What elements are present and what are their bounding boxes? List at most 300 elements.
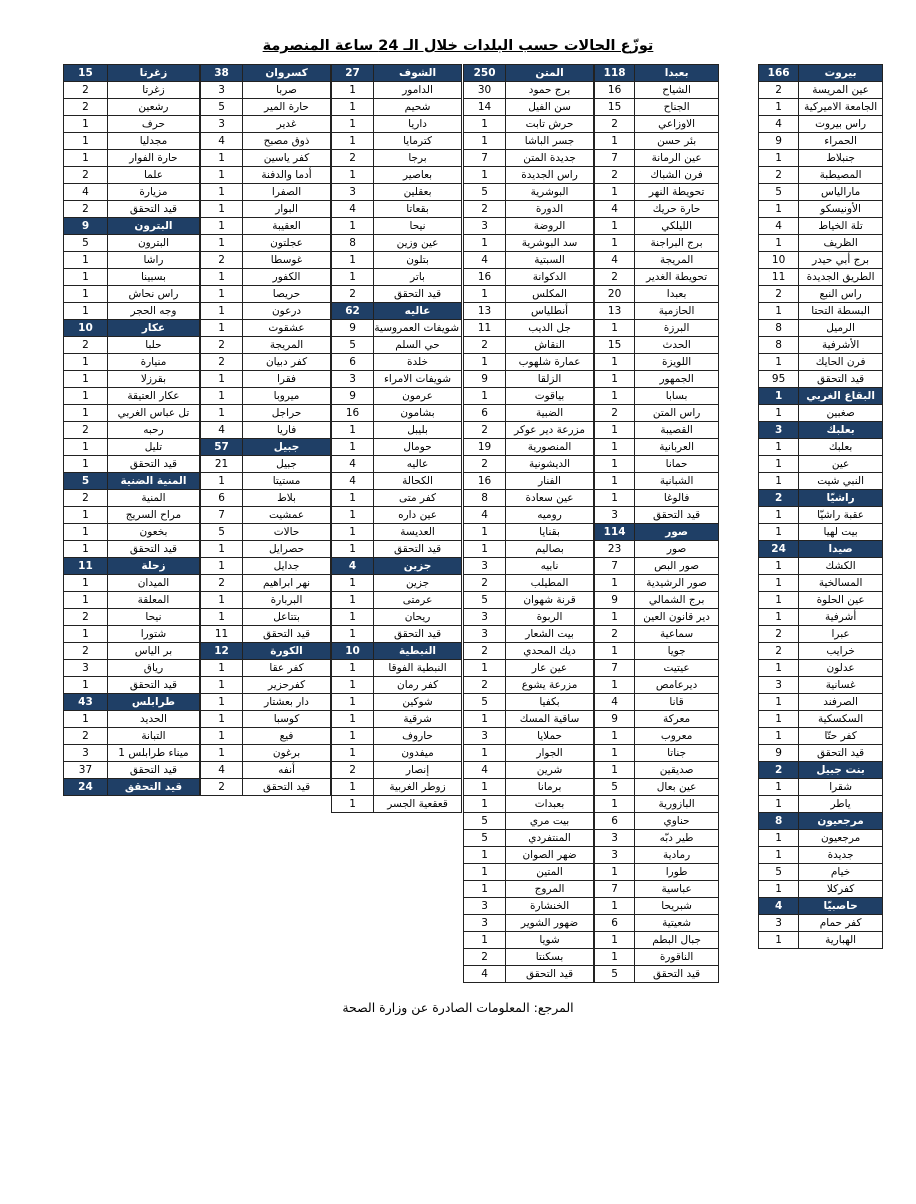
- case-count: 1: [759, 575, 799, 592]
- case-count: 2: [201, 779, 243, 796]
- table-row: [595, 813, 719, 830]
- case-count: 1: [464, 235, 506, 252]
- district-total: 5: [64, 473, 108, 490]
- town-name: الجوار: [506, 745, 594, 762]
- case-count: 1: [201, 541, 243, 558]
- town-name: بسابا: [635, 388, 719, 405]
- case-count: 5: [464, 184, 506, 201]
- town-name: النبي شيت: [799, 473, 883, 490]
- town-name: طورا: [635, 864, 719, 881]
- town-name: نابيه: [506, 558, 594, 575]
- table-row: [201, 541, 331, 558]
- case-count: 3: [201, 82, 243, 99]
- table-row: [201, 524, 331, 541]
- case-count: 1: [332, 167, 374, 184]
- table-row: [64, 150, 200, 167]
- district-header-row: [595, 65, 719, 82]
- case-count: 1: [595, 184, 635, 201]
- table-row: [64, 303, 200, 320]
- case-count: 9: [595, 711, 635, 728]
- town-name: درعون: [243, 303, 331, 320]
- district-name: الكورة: [243, 643, 331, 660]
- table-row: [64, 252, 200, 269]
- case-count: 1: [332, 660, 374, 677]
- town-name: مراح السريج: [107, 507, 199, 524]
- district-name: البقاع الغربي: [799, 388, 883, 405]
- case-count: 1: [201, 150, 243, 167]
- table-row: [464, 558, 594, 575]
- town-name: جويا: [635, 643, 719, 660]
- table-row: [64, 116, 200, 133]
- town-name: عباسية: [635, 881, 719, 898]
- table-row: [759, 847, 883, 864]
- case-count: 5: [595, 779, 635, 796]
- town-name: نهر ابراهيم: [243, 575, 331, 592]
- district-total: 43: [64, 694, 108, 711]
- table-row: [759, 592, 883, 609]
- case-count: 1: [332, 745, 374, 762]
- table-row: [759, 575, 883, 592]
- town-name: المنتفردي: [506, 830, 594, 847]
- town-name: خرايب: [799, 643, 883, 660]
- table-row: [201, 711, 331, 728]
- town-name: جسر الباشا: [506, 133, 594, 150]
- table-row: [64, 388, 200, 405]
- table-row: [595, 677, 719, 694]
- case-count: 1: [759, 694, 799, 711]
- case-count: 1: [464, 660, 506, 677]
- table-row: [201, 626, 331, 643]
- table-row: [332, 626, 462, 643]
- case-count: 1: [595, 473, 635, 490]
- town-name: دار بعشتار: [243, 694, 331, 711]
- town-name: برجا: [374, 150, 462, 167]
- district-total: 4: [332, 558, 374, 575]
- case-count: 1: [201, 592, 243, 609]
- district-name: البترون: [107, 218, 199, 235]
- case-count: 1: [464, 864, 506, 881]
- town-name: باتر: [374, 269, 462, 286]
- case-count: 1: [464, 133, 506, 150]
- town-name: جديدة: [799, 847, 883, 864]
- table-row: [201, 677, 331, 694]
- town-name: بكفيا: [506, 694, 594, 711]
- table-row: [464, 677, 594, 694]
- table-row: [64, 575, 200, 592]
- case-count: 1: [201, 218, 243, 235]
- case-count: 1: [64, 150, 108, 167]
- town-name: الجمهور: [635, 371, 719, 388]
- case-count: 1: [595, 439, 635, 456]
- case-count: 1: [332, 116, 374, 133]
- town-name: بعبدا: [635, 286, 719, 303]
- region-column: [463, 64, 594, 983]
- case-count: 2: [464, 643, 506, 660]
- case-count: 4: [464, 966, 506, 983]
- town-name: البسطة التحتا: [799, 303, 883, 320]
- table-row: [332, 201, 462, 218]
- district-total: 118: [595, 65, 635, 82]
- table-row: [464, 286, 594, 303]
- case-count: 5: [464, 830, 506, 847]
- district-header-row: [332, 643, 462, 660]
- case-count: 8: [759, 320, 799, 337]
- town-name: اللويزة: [635, 354, 719, 371]
- town-name: فقرا: [243, 371, 331, 388]
- case-count: 1: [64, 405, 108, 422]
- table-row: [201, 388, 331, 405]
- table-row: [64, 524, 200, 541]
- table-row: [64, 201, 200, 218]
- town-name: الديشونية: [506, 456, 594, 473]
- case-count: 1: [201, 286, 243, 303]
- town-name: غوسطا: [243, 252, 331, 269]
- case-count: 1: [332, 82, 374, 99]
- table-row: [332, 116, 462, 133]
- case-count: 9: [332, 388, 374, 405]
- table-row: [759, 558, 883, 575]
- town-name: حصرايل: [243, 541, 331, 558]
- case-count: 1: [332, 133, 374, 150]
- town-name: النقاش: [506, 337, 594, 354]
- case-count: 1: [201, 184, 243, 201]
- case-count: 1: [464, 116, 506, 133]
- town-name: حناوي: [635, 813, 719, 830]
- case-count: 5: [595, 966, 635, 983]
- case-count: 1: [595, 422, 635, 439]
- district-name: حاصبيّا: [799, 898, 883, 915]
- table-row: [759, 133, 883, 150]
- table-row: [464, 269, 594, 286]
- town-name: التبانة: [107, 728, 199, 745]
- case-count: 1: [595, 388, 635, 405]
- case-count: 1: [595, 762, 635, 779]
- table-row: [201, 320, 331, 337]
- case-count: 1: [759, 473, 799, 490]
- town-name: معروب: [635, 728, 719, 745]
- town-name: الفنار: [506, 473, 594, 490]
- town-name: حارة حريك: [635, 201, 719, 218]
- district-name: مرجعيون: [799, 813, 883, 830]
- table-row: [64, 269, 200, 286]
- case-count: 1: [595, 456, 635, 473]
- table-row: [595, 966, 719, 983]
- town-name: صور الرشيدية: [635, 575, 719, 592]
- region-column: [331, 64, 462, 813]
- table-row: [201, 762, 331, 779]
- table-row: [595, 82, 719, 99]
- case-count: 7: [464, 150, 506, 167]
- district-name: بعبدا: [635, 65, 719, 82]
- table-row: [464, 201, 594, 218]
- case-count: 8: [332, 235, 374, 252]
- table-row: [201, 473, 331, 490]
- town-name: رحبه: [107, 422, 199, 439]
- table-row: [595, 371, 719, 388]
- table-row: [464, 966, 594, 983]
- district-total: 24: [759, 541, 799, 558]
- town-name: تحويطة الغدير: [635, 269, 719, 286]
- case-count: 5: [759, 864, 799, 881]
- table-row: [595, 643, 719, 660]
- case-count: 3: [64, 660, 108, 677]
- town-name: ساقية المسك: [506, 711, 594, 728]
- town-name: فالوغا: [635, 490, 719, 507]
- table-row: [64, 609, 200, 626]
- town-name: البوار: [243, 201, 331, 218]
- case-count: 1: [595, 745, 635, 762]
- district-total: 114: [595, 524, 635, 541]
- case-count: 16: [464, 473, 506, 490]
- table-row: [595, 116, 719, 133]
- table-row: [759, 167, 883, 184]
- case-count: 3: [759, 915, 799, 932]
- case-count: 5: [759, 184, 799, 201]
- town-name: كفركلا: [799, 881, 883, 898]
- case-count: 1: [64, 711, 108, 728]
- town-name: عين عار: [506, 660, 594, 677]
- table-row: [759, 694, 883, 711]
- town-name: معركة: [635, 711, 719, 728]
- town-name: الضبية: [506, 405, 594, 422]
- case-count: 2: [759, 643, 799, 660]
- case-count: 1: [201, 745, 243, 762]
- town-name: قيد التحقق: [374, 286, 462, 303]
- town-name: بقرزلا: [107, 371, 199, 388]
- case-count: 1: [595, 354, 635, 371]
- table-row: [595, 184, 719, 201]
- table-row: [64, 99, 200, 116]
- town-name: دير قانون العين: [635, 609, 719, 626]
- case-count: 3: [201, 116, 243, 133]
- town-name: عين سعادة: [506, 490, 594, 507]
- district-header-row: [64, 473, 200, 490]
- table-row: [64, 643, 200, 660]
- case-count: 16: [332, 405, 374, 422]
- case-count: 2: [759, 286, 799, 303]
- case-count: 1: [759, 456, 799, 473]
- case-count: 2: [759, 82, 799, 99]
- case-count: 1: [759, 558, 799, 575]
- table-row: [595, 337, 719, 354]
- table-row: [595, 303, 719, 320]
- case-count: 1: [64, 575, 108, 592]
- table-row: [464, 626, 594, 643]
- case-count: 5: [201, 99, 243, 116]
- town-name: برج الشمالي: [635, 592, 719, 609]
- table-row: [464, 898, 594, 915]
- case-count: 1: [759, 881, 799, 898]
- case-count: 1: [759, 524, 799, 541]
- case-count: 1: [201, 677, 243, 694]
- case-count: 1: [759, 303, 799, 320]
- table-row: [595, 660, 719, 677]
- case-count: 1: [64, 541, 108, 558]
- town-name: قيد التحقق: [243, 626, 331, 643]
- case-count: 2: [595, 116, 635, 133]
- town-name: النبطية الفوقا: [374, 660, 462, 677]
- table-row: [201, 337, 331, 354]
- town-name: ميفدون: [374, 745, 462, 762]
- town-name: طير دبّه: [635, 830, 719, 847]
- town-name: المريجة: [243, 337, 331, 354]
- cases-table: [463, 64, 594, 983]
- case-count: 1: [595, 371, 635, 388]
- town-name: المنية: [107, 490, 199, 507]
- case-count: 1: [759, 235, 799, 252]
- district-total: 3: [759, 422, 799, 439]
- district-name: صور: [635, 524, 719, 541]
- town-name: خلدة: [374, 354, 462, 371]
- table-row: [64, 660, 200, 677]
- table-row: [201, 184, 331, 201]
- case-count: 3: [464, 915, 506, 932]
- case-count: 2: [595, 167, 635, 184]
- table-row: [201, 558, 331, 575]
- district-header-row: [759, 541, 883, 558]
- town-name: وجه الحجر: [107, 303, 199, 320]
- case-count: 2: [464, 575, 506, 592]
- town-name: جناتا: [635, 745, 719, 762]
- town-name: الكحالة: [374, 473, 462, 490]
- table-row: [759, 405, 883, 422]
- case-count: 1: [332, 592, 374, 609]
- town-name: مزيارة: [107, 184, 199, 201]
- town-name: غدير: [243, 116, 331, 133]
- case-count: 1: [332, 609, 374, 626]
- town-name: برج أبي حيدر: [799, 252, 883, 269]
- case-count: 1: [759, 150, 799, 167]
- table-row: [464, 337, 594, 354]
- case-count: 1: [332, 694, 374, 711]
- region-column: [594, 64, 719, 983]
- town-name: عين بعال: [635, 779, 719, 796]
- table-row: [201, 150, 331, 167]
- case-count: 1: [201, 660, 243, 677]
- table-row: [332, 422, 462, 439]
- case-count: 1: [332, 677, 374, 694]
- table-row: [759, 507, 883, 524]
- town-name: قانا: [635, 694, 719, 711]
- town-name: بليبل: [374, 422, 462, 439]
- table-row: [595, 694, 719, 711]
- table-row: [595, 218, 719, 235]
- case-count: 6: [332, 354, 374, 371]
- table-row: [595, 932, 719, 949]
- table-row: [464, 507, 594, 524]
- town-name: بلاط: [243, 490, 331, 507]
- town-name: عرمتى: [374, 592, 462, 609]
- case-count: 7: [595, 881, 635, 898]
- town-name: البوشرية: [506, 184, 594, 201]
- table-row: [464, 813, 594, 830]
- table-row: [64, 592, 200, 609]
- town-name: قيد التحقق: [107, 677, 199, 694]
- district-total: 250: [464, 65, 506, 82]
- table-row: [201, 354, 331, 371]
- town-name: الشياح: [635, 82, 719, 99]
- table-row: [464, 422, 594, 439]
- case-count: 5: [64, 235, 108, 252]
- town-name: العقيبة: [243, 218, 331, 235]
- town-name: حمانا: [635, 456, 719, 473]
- district-total: 8: [759, 813, 799, 830]
- district-name: جزين: [374, 558, 462, 575]
- case-count: 1: [759, 99, 799, 116]
- town-name: قرنة شهوان: [506, 592, 594, 609]
- district-header-row: [64, 218, 200, 235]
- table-row: [595, 150, 719, 167]
- district-total: 57: [201, 439, 243, 456]
- district-header-row: [464, 65, 594, 82]
- town-name: ديك المحدي: [506, 643, 594, 660]
- case-count: 3: [464, 626, 506, 643]
- case-count: 1: [595, 490, 635, 507]
- table-row: [464, 235, 594, 252]
- case-count: 11: [201, 626, 243, 643]
- table-row: [595, 507, 719, 524]
- cases-table: [331, 64, 462, 813]
- table-row: [64, 286, 200, 303]
- table-row: [201, 99, 331, 116]
- case-count: 1: [332, 218, 374, 235]
- case-count: 1: [201, 235, 243, 252]
- case-count: 1: [64, 252, 108, 269]
- table-row: [64, 711, 200, 728]
- town-name: شوكين: [374, 694, 462, 711]
- case-count: 1: [64, 133, 108, 150]
- case-count: 1: [201, 320, 243, 337]
- table-row: [595, 269, 719, 286]
- case-count: 7: [595, 660, 635, 677]
- town-name: الاوزاعي: [635, 116, 719, 133]
- table-row: [201, 490, 331, 507]
- town-name: كفر دبيان: [243, 354, 331, 371]
- case-count: 6: [595, 813, 635, 830]
- town-name: رياق: [107, 660, 199, 677]
- town-name: جزين: [374, 575, 462, 592]
- case-count: 1: [595, 728, 635, 745]
- town-name: المسالخية: [799, 575, 883, 592]
- town-name: عدلون: [799, 660, 883, 677]
- town-name: الكشك: [799, 558, 883, 575]
- case-count: 2: [759, 167, 799, 184]
- page-title: توزّع الحالات حسب البلدات خلال الـ 24 ساعة المنصرمة: [262, 38, 654, 54]
- case-count: 1: [332, 252, 374, 269]
- town-name: عين الحلوة: [799, 592, 883, 609]
- town-name: مرجعيون: [799, 830, 883, 847]
- table-row: [595, 473, 719, 490]
- case-count: 1: [64, 524, 108, 541]
- table-row: [595, 541, 719, 558]
- cases-table: [200, 64, 331, 796]
- town-name: حرش تابت: [506, 116, 594, 133]
- town-name: عين وزين: [374, 235, 462, 252]
- district-name: كسروان: [243, 65, 331, 82]
- table-row: [595, 762, 719, 779]
- case-count: 5: [464, 592, 506, 609]
- case-count: 4: [201, 762, 243, 779]
- case-count: 19: [464, 439, 506, 456]
- town-name: فرن الحايك: [799, 354, 883, 371]
- town-name: كفر عقا: [243, 660, 331, 677]
- town-name: حلبا: [107, 337, 199, 354]
- table-row: [759, 116, 883, 133]
- case-count: 2: [759, 626, 799, 643]
- table-row: [201, 456, 331, 473]
- town-name: الشبانية: [635, 473, 719, 490]
- town-name: الجامعة الاميركية: [799, 99, 883, 116]
